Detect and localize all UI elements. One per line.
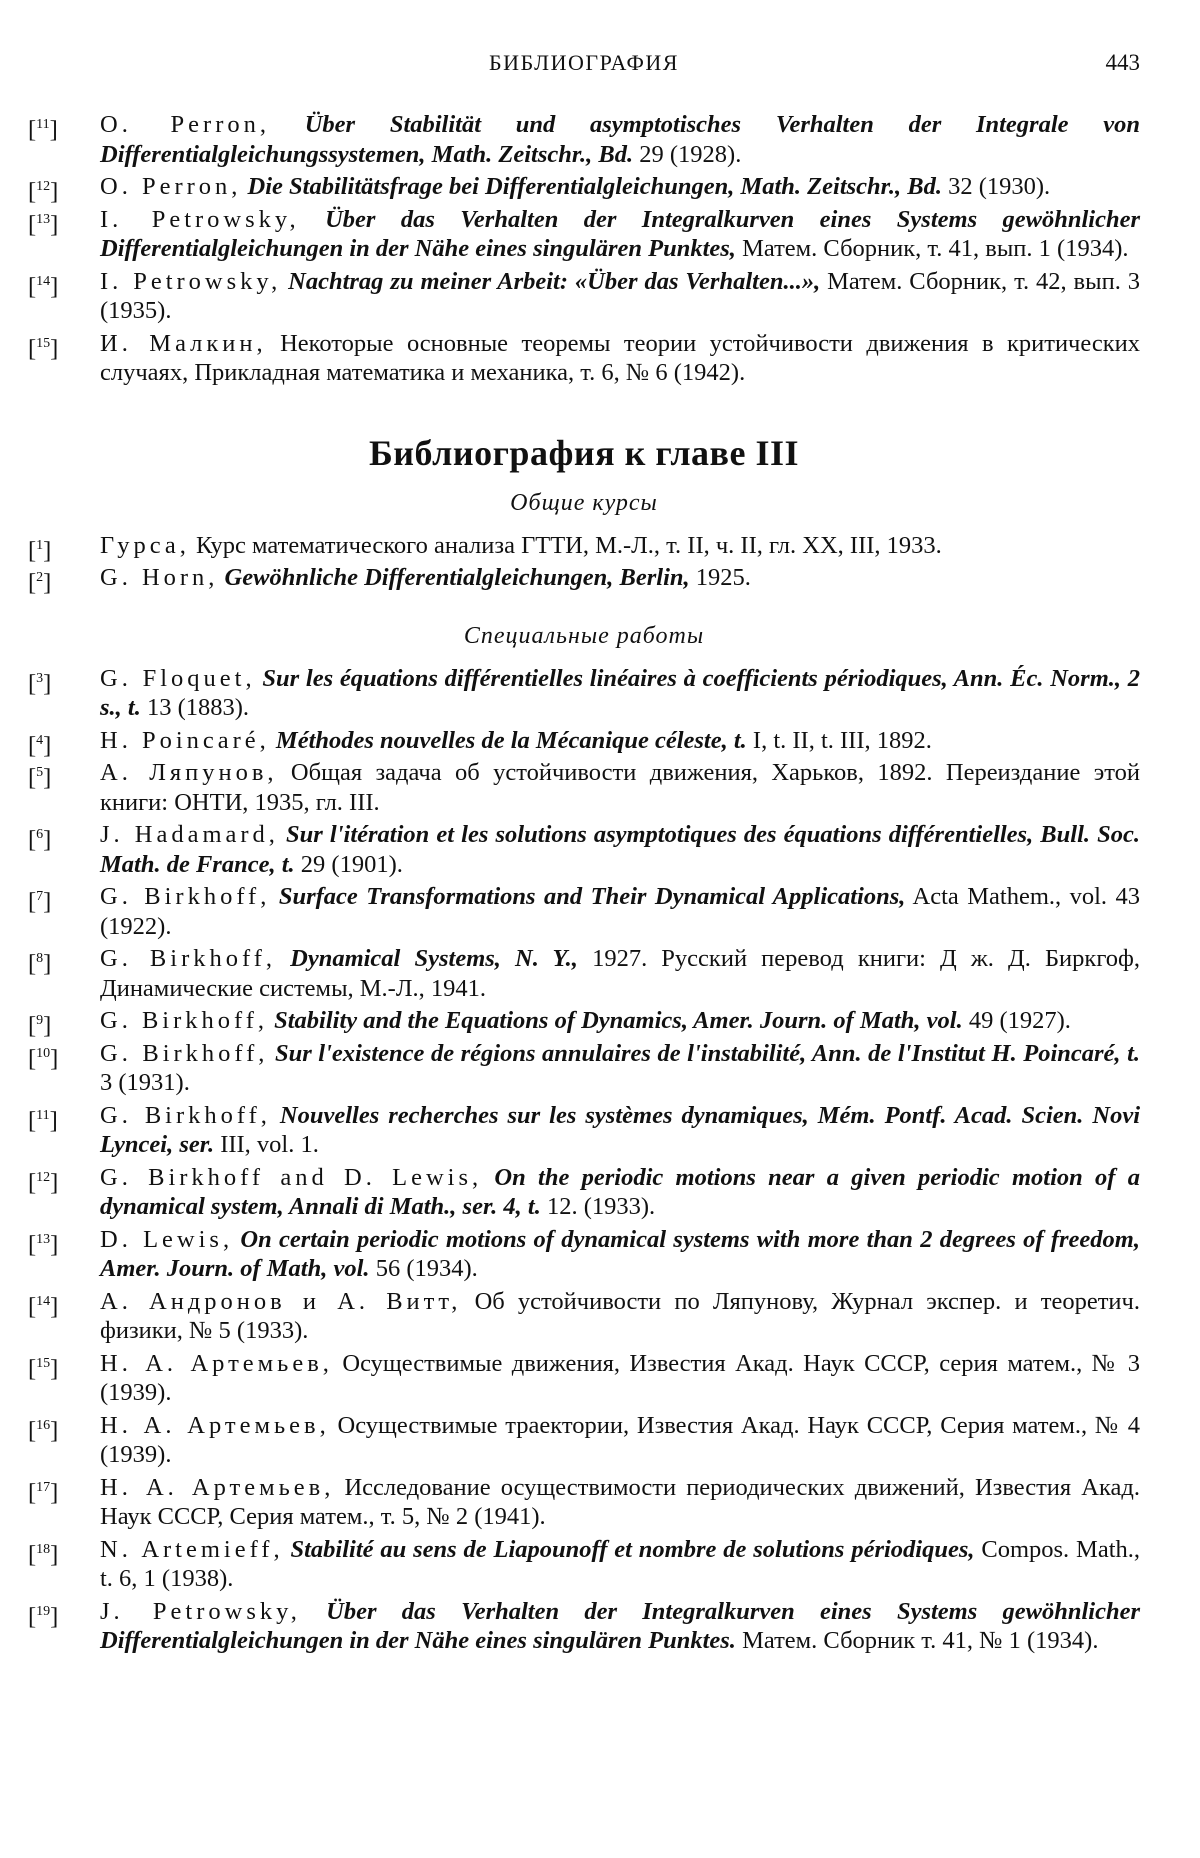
reference-title: Sur l'itération et les solutions asymptotiques des équations différentielles, Bull. Soc. Math. de France, t. [100,821,1140,878]
reference-publication: Матем. Сборник т. 41, № 1 (1934). [742,1627,1099,1654]
reference-author: O. Perron, [100,173,242,200]
reference-entry [28,1039,1140,1098]
reference-title: Surface Transformations and Their Dynamical Applications, [278,883,906,910]
reference-author: Гурса, [100,531,190,559]
reference-author: Н. А. Артемьев, [100,1473,335,1501]
reference-author: А. Ляпунов, [100,759,278,786]
subheading-general-courses: Общие курсы [510,489,658,516]
reference-entry [28,1101,1140,1160]
reference-author: I. Petrowsky, [100,205,300,233]
reference-number: [$^{15}$] [28,334,59,362]
reference-author: G. Birkhoff, [100,883,271,910]
reference-title: Méthodes nouvelles de la Mécanique céleste, t. [275,726,747,754]
reference-number: [$^{11}$] [28,1106,58,1134]
reference-number: [$^{12}$] [28,178,59,205]
reference-entry [28,1287,1140,1346]
reference-title: Über das Verhalten der Integralkurven eines Systems gewöhnlicher Differentialgleichungen in der Nähe eines singulären Punktes, [100,205,1140,262]
reference-number: [$^8$] [28,950,52,977]
reference-publication: Compos. Math., t. 6, 1 (1938). [100,1535,1141,1592]
reference-entry [28,1597,1140,1656]
reference-entry [28,664,1140,723]
reference-list-general [28,531,1140,596]
reference-publication: Матем. Сборник, т. 42, вып. 3 (1935). [100,267,1141,324]
reference-publication: Матем. Сборник, т. 41, вып. 1 (1934). [742,235,1129,262]
reference-entry [28,944,1140,1003]
reference-number: [$^{10}$] [28,1044,59,1072]
reference-publication: Курс математического анализа ГТТИ, М.-Л., т. II, ч. II, гл. XX, III, 1933. [196,531,942,559]
running-header [28,50,1140,110]
subheading-special-works: Специальные работы [463,622,705,649]
reference-number: [$^{11}$] [28,116,58,143]
reference-entry [28,726,1140,759]
reference-title: Gewöhnliche Differentialgleichungen, Berlin, [224,564,690,591]
reference-publication: Исследование осуществимости периодических движений, Известия Акад. Наук СССР, Серия матем., т. 5, № 2 (1941). [100,1473,1140,1530]
reference-author: G. Birkhoff, [100,1007,268,1034]
reference-entry [28,172,1140,205]
reference-author: J. Hadamard, [100,821,279,848]
reference-author: G. Birkhoff, [100,1101,271,1129]
reference-author: G. Birkhoff, [100,1039,269,1067]
reference-title: Nachtrag zu meiner Arbeit: «Über das Verhalten...», [288,267,821,295]
reference-author: D. Lewis, [100,1225,234,1253]
reference-list-previous [28,110,1140,388]
reference-title: Sur les équations différentielles linéaires à coefficients périodiques, Ann. Éc. Norm., 2 s., t. [100,664,1141,721]
reference-publication: Общая задача об устойчивости движения, Харьков, 1892. Переиздание этой книги: ОНТИ, 1935, гл. III. [100,759,1140,816]
reference-title: Die Stabilitätsfrage bei Differentialgleichungen, Math. Zeitschr., Bd. [247,173,942,200]
reference-title: Nouvelles recherches sur les systèmes dynamiques, Mém. Pontf. Acad. Scien. Novi Lyncei, ser. [100,1101,1141,1158]
reference-number: [$^{18}$] [28,1540,59,1568]
reference-entry [28,1535,1140,1594]
reference-entry [28,531,1140,564]
reference-author: J. Petrowsky, [100,1597,301,1625]
reference-number: [$^{13}$] [28,1230,59,1258]
reference-publication: 1927. Русский перевод книги: Д ж. Д. Биркгоф, Динамические системы, М.-Л., 1941. [100,945,1141,1002]
reference-title: Stabilité au sens de Liapounoff et nombre de solutions périodiques, [290,1535,975,1563]
reference-number: [$^{12}$] [28,1168,59,1196]
reference-publication: III, vol. 1. [220,1131,319,1158]
reference-publication: 13 (1883). [146,694,250,721]
reference-publication: Acta Mathem., vol. 43 (1922). [100,883,1141,940]
reference-author: O. Perron, [100,111,270,138]
reference-entry [28,110,1140,169]
reference-author: G. Horn, [100,564,219,591]
reference-author: G. Birkhoff and D. Lewis, [100,1163,483,1191]
reference-publication: 12. (1933). [546,1193,656,1220]
section-heading: Библиография к главе III [369,432,799,473]
reference-publication: I, t. II, t. III, 1892. [752,726,932,754]
reference-entry [28,1411,1140,1470]
reference-publication: 32 (1930). [948,173,1051,200]
reference-entry [28,820,1140,879]
reference-list-special [28,664,1140,1656]
reference-number: [$^4$] [28,731,52,759]
reference-author: N. Artemieff, [100,1535,284,1563]
reference-author: G. Birkhoff, [100,945,276,972]
reference-author: G. Floquet, [100,664,256,692]
reference-publication: Об устойчивости по Ляпунову, Журнал экспер. и теоретич. физики, № 5 (1933). [100,1287,1140,1344]
reference-entry [28,205,1140,264]
reference-title: On the periodic motions near a given periodic motion of a dynamical system, Annali di Math., ser. 4, t. [100,1163,1140,1220]
reference-title: Stability and the Equations of Dynamics, Amer. Journ. of Math, vol. [274,1007,963,1034]
reference-number: [$^{19}$] [28,1602,59,1630]
reference-entry [28,1349,1140,1408]
reference-number: [$^{14}$] [28,272,59,300]
running-title: БИБЛИОГРАФИЯ [489,50,679,75]
reference-title: Sur l'existence de régions annulaires de l'instabilité, Ann. de l'Institut H. Poincaré, t. [274,1039,1141,1067]
reference-number: [$^2$] [28,569,52,596]
reference-title: Dynamical Systems, N. Y., [290,945,578,972]
reference-publication: 56 (1934). [375,1255,478,1282]
reference-publication: 3 (1931). [100,1069,190,1096]
reference-entry [28,1006,1140,1039]
reference-author: И. Малкин, [100,329,267,357]
reference-entry [28,563,1140,596]
reference-entry [28,329,1140,388]
reference-number: [$^3$] [28,669,52,697]
reference-title: On certain periodic motions of dynamical systems with more than 2 degrees of freedom, Amer. Journ. of Math, vol. [100,1225,1140,1282]
reference-number: [$^{14}$] [28,1292,59,1320]
reference-number: [$^9$] [28,1012,52,1039]
reference-publication: 1925. [695,564,751,591]
reference-publication: 29 (1928). [639,140,742,168]
reference-title: Über Stabilität und asymptotisches Verhalten der Integrale von Differentialgleichungssystemen, Math. Zeitschr., Bd. [100,111,1141,168]
reference-publication: Осуществимые траектории, Известия Акад. Наук СССР, Серия матем., № 4 (1939). [100,1411,1141,1468]
reference-entry [28,1225,1140,1284]
reference-entry [28,758,1140,817]
reference-entry [28,267,1140,326]
reference-publication: 29 (1901). [300,850,403,878]
reference-number: [$^1$] [28,536,52,564]
reference-entry [28,1163,1140,1222]
reference-number: [$^7$] [28,888,52,915]
reference-author: Н. А. Артемьев, [100,1411,330,1439]
reference-author: Н. А. Артемьев, [100,1349,333,1377]
reference-number: [$^5$] [28,764,52,791]
page-number: 443 [1105,50,1140,75]
reference-author: I. Petrowsky, [100,267,282,295]
reference-publication: Осуществимые движения, Известия Акад. Наук СССР, серия матем., № 3 (1939). [100,1349,1140,1406]
reference-author: А. Андронов и А. Витт, [100,1287,462,1315]
reference-entry [28,882,1140,941]
reference-number: [$^{16}$] [28,1416,59,1444]
reference-publication: Некоторые основные теоремы теории устойчивости движения в критических случаях, Прикладная математика и механика, т. 6, № 6 (1942). [100,329,1141,386]
reference-number: [$^6$] [28,826,52,853]
reference-publication: 49 (1927). [968,1007,1071,1034]
page [28,50,1140,1659]
reference-number: [$^{13}$] [28,210,59,238]
reference-number: [$^{17}$] [28,1478,59,1506]
reference-number: [$^{15}$] [28,1354,59,1382]
reference-title: Über das Verhalten der Integralkurven eines Systems gewöhnlicher Differentialgleichungen in der Nähe eines singulären Punktes. [100,1597,1141,1654]
reference-entry [28,1473,1140,1532]
reference-author: H. Poincaré, [100,726,270,754]
